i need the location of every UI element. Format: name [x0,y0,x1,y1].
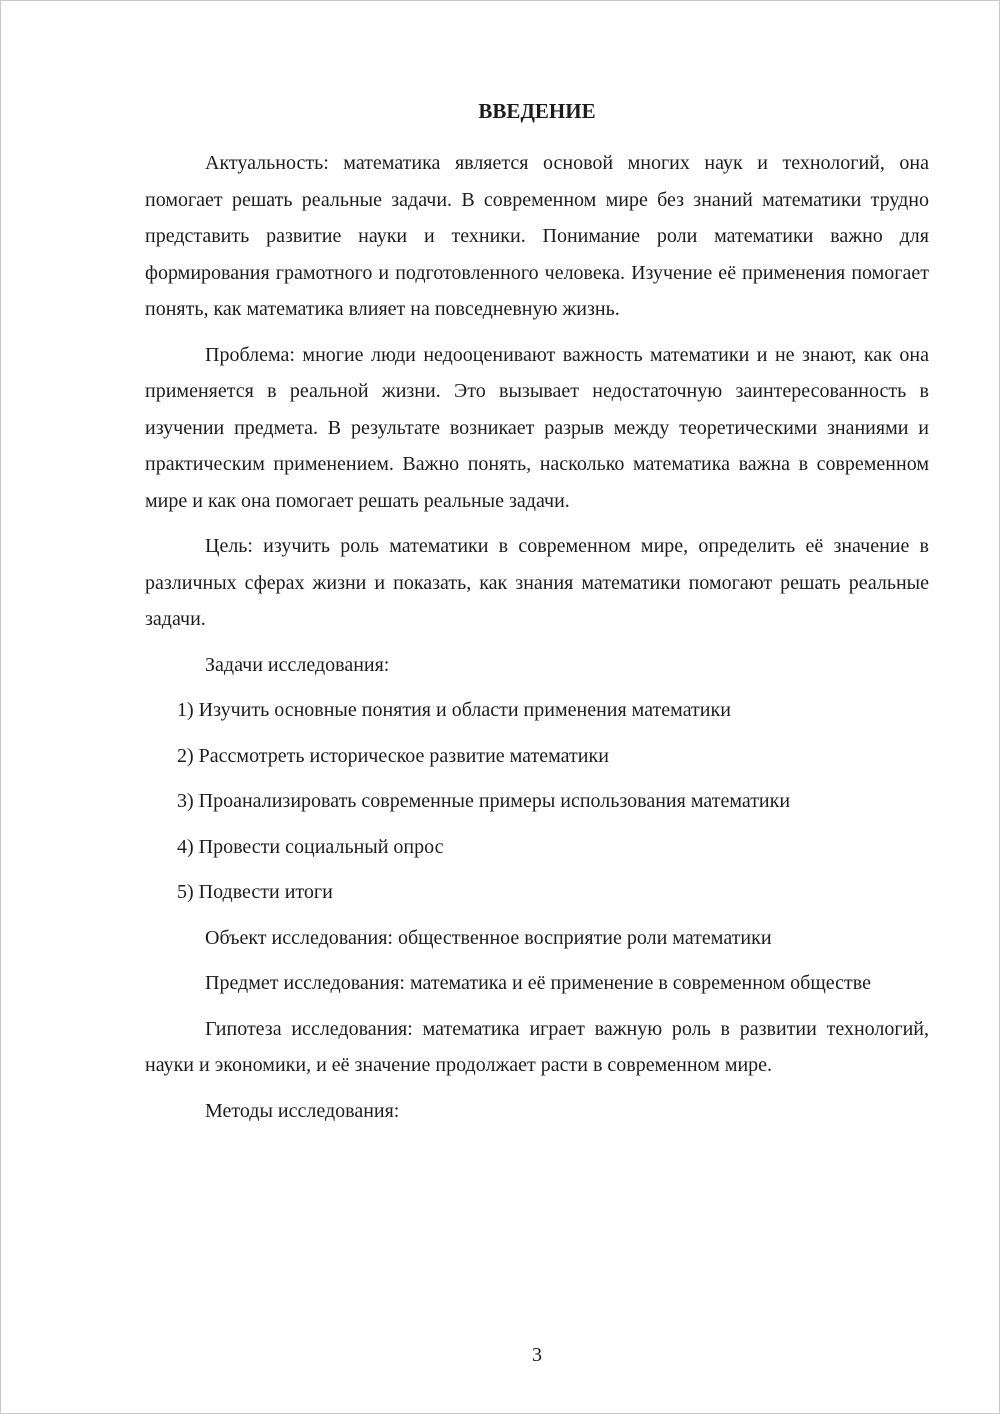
page-number: 3 [532,1344,542,1366]
paragraph-goal: Цель: изучить роль математики в современном мире, определить её значение в различных сферах жизни и показать, как знания математики помогают решать реальные задачи. [145,535,929,630]
paragraph-methods-heading: Методы исследования: [205,1099,400,1122]
paragraph-object: Объект исследования: общественное восприятие роли математики [205,926,772,949]
task-list-item: 4) Провести социальный опрос [177,835,444,858]
paragraph-subject: Предмет исследования: математика и её применение в современном обществе [205,972,871,994]
task-list-item: 5) Подвести итоги [177,881,333,903]
task-list-item: 2) Рассмотреть историческое развитие математики [177,744,609,767]
paragraph-relevance: Актуальность: математика является основой многих наук и технологий, она помогает решать реальные задачи. В современном мире без знаний математики трудно представить развитие науки и техники. Понимание роли математики важно для формирования грамотного и подготовленного человека. Изучение её применения помогает понять, как математика влияет на повседневную жизнь. [145,152,929,320]
paragraph-problem: Проблема: многие люди недооценивают важность математики и не знают, как она применяется в реальной жизни. Это вызывает недостаточную заинтересованность в изучении предмета. В результате возникает разрыв между теоретическими знаниями и практическим применением. Важно понять, насколько математика важна в современном мире и как она помогает решать реальные задачи. [145,343,929,512]
task-list-item: 1) Изучить основные понятия и области применения математики [177,699,731,721]
paragraph-tasks-heading: Задачи исследования: [205,653,390,676]
document-title: ВВЕДЕНИЕ [478,99,596,123]
paragraph-hypothesis: Гипотеза исследования: математика играет важную роль в развитии технологий, науки и экономики, и её значение продолжает расти в современном мире. [145,1017,929,1076]
document-body [145,93,929,1138]
task-list-item: 3) Проанализировать современные примеры использования математики [177,790,791,812]
